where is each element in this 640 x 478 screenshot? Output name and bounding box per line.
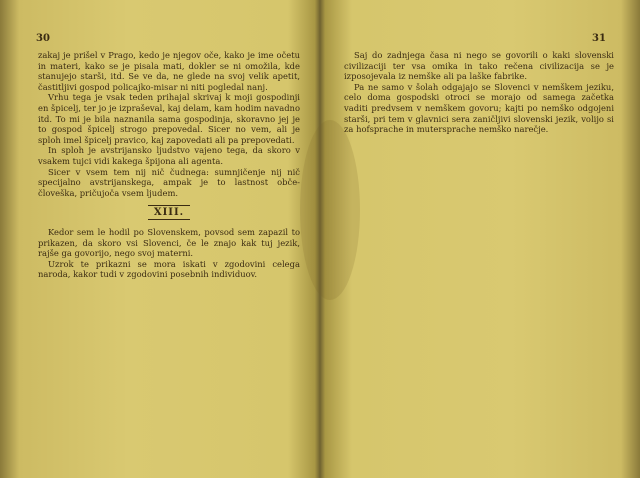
left-text-column: [38, 50, 300, 280]
left-paragraph-6: Uzrok te prikazni se mora iskati v zgodovini celega naroda, kakor tudi v zgodovini posebnih individuov.: [38, 258, 300, 280]
left-paragraph-4: Sicer v vsem tem nij nič čudnega: sumnjičenje nij nič specijalno avstrijanskega, ampak je to lastnost obče-človeška, pričujoča vsem ljudem.: [38, 166, 300, 198]
right-text-column: [344, 50, 614, 135]
left-page-number: 30: [36, 33, 50, 44]
section-number: XIII.: [148, 205, 190, 220]
right-paragraph-1: Saj do zadnjega časa ni nego se govorili o kaki slovenski civilizaciji ter vsa omika in tako rečena civilizacija se je izposojevala iz nemške ali pa laške fabrike.: [344, 50, 614, 82]
left-paragraph-2: Vrhu tega je vsak teden prihajal skrivaj k moji gospodinji en špicelj, ter jo je izpraševal, kaj delam, kam hodim navadno itd. To mi je bila naznanila sama gospodinja, skoravno jej je to gospod špicelj strogo prepovedal. Sicer no vem, ali je sploh imel špicelj pravico, kaj zapovedati ali pa prepovedati.: [38, 92, 300, 145]
right-page: [322, 0, 640, 478]
right-paragraph-2: Pa ne samo v šolah odgajajo se Slovenci v nemškem jeziku, celo doma gospodski otroci se morajo od samega začetka vaditi predvsem v nemškem govoru; kajti po nemško odgojeni starši, pri tem v glavnici sera zaničljivi slovenski jezik, volijo si za hofsprache in mutersprache nemško narečje.: [344, 81, 614, 135]
left-paragraph-1: zakaj je prišel v Prago, kedo je njegov oče, kako je ime očetu in materi, kako se je pisala mati, dokler se ni omožila, kde stanujejo starši, itd. Se ve da, ne glede na svoj velik apetit, častitljivi gospod policajko-misar ni niti pogledal nanj.: [38, 50, 300, 92]
left-page: [0, 0, 318, 478]
section-heading: [38, 208, 300, 219]
left-paragraph-5: Kedor sem le hodil po Slovenskem, povsod sem zapazil to prikazen, da skoro vsi Slovenci, če le znajo kak tuj jezik, rajše ga govorijo, nego svoj materni.: [38, 226, 300, 259]
left-paragraph-3: In sploh je avstrijansko ljudstvo vajeno tega, da skoro v vsakem tujci vidi kakega špijona ali agenta.: [38, 145, 300, 166]
right-page-number: 31: [592, 33, 606, 44]
